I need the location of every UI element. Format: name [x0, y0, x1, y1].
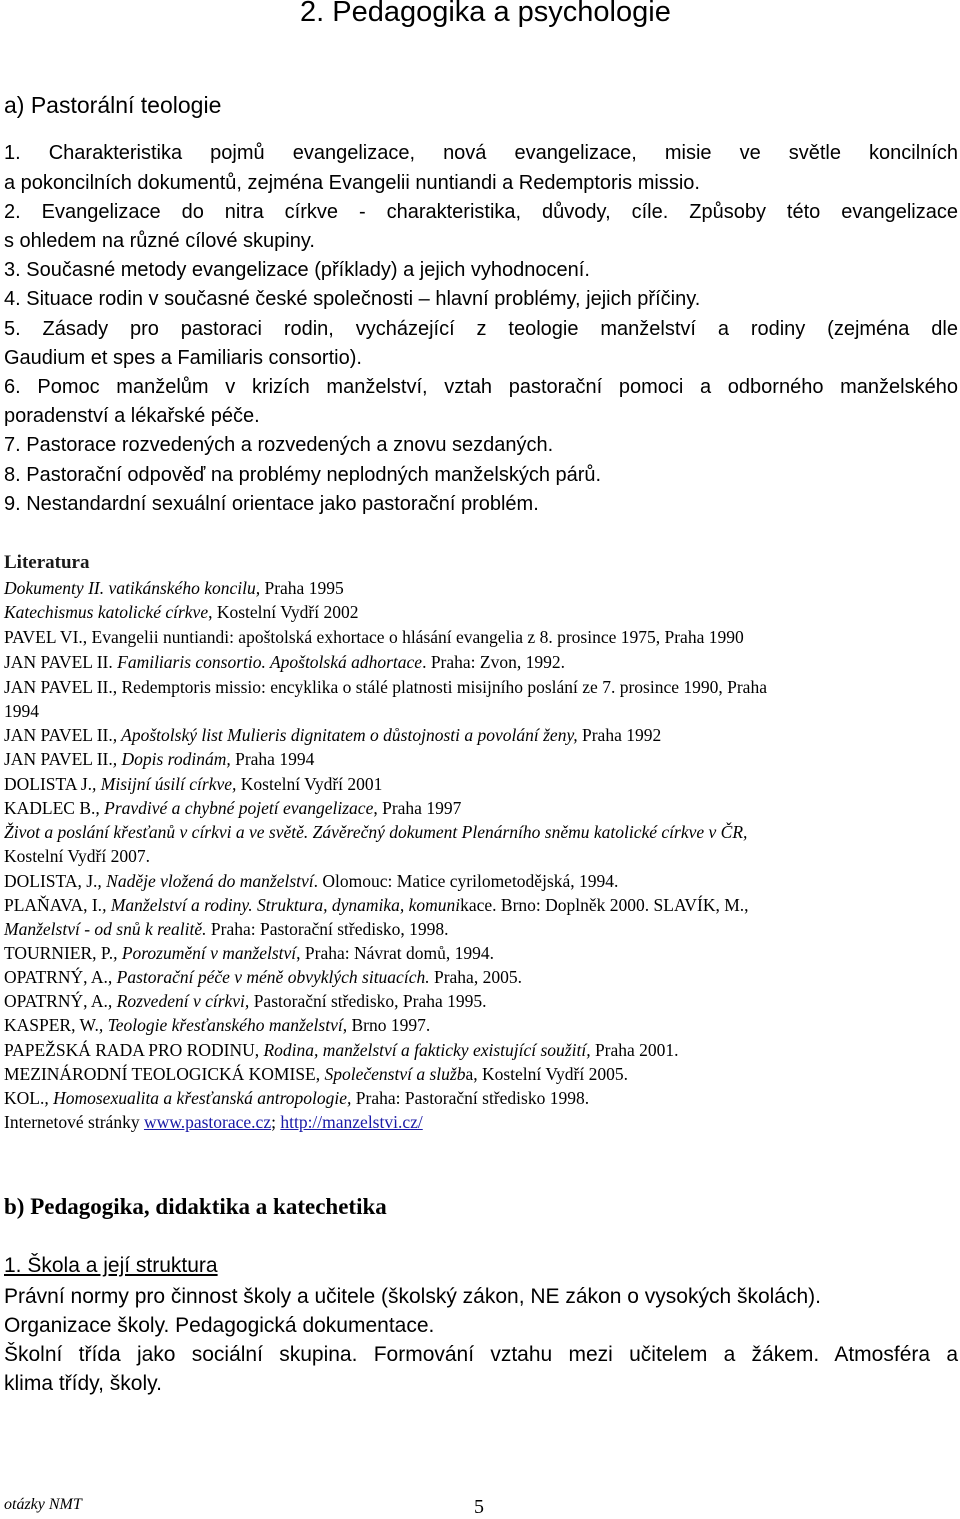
item-5-line-1: 5. Zásady pro pastoraci rodin, vycházející z teologie manželství a rodiny (zejména dle	[4, 318, 958, 340]
lit-entry: TOURNIER, P., Porozumění v manželství, Praha: Návrat domů, 1994.	[4, 943, 494, 963]
lit-entry: KASPER, W., Teologie křesťanského manželství, Brno 1997.	[4, 1015, 431, 1035]
section-b-paragraph-1: Právní normy pro činnost školy a učitele (školský zákon, NE zákon o vysokých školách).	[4, 1285, 821, 1308]
lit-entry: OPATRNÝ, A., Pastorační péče v méně obvyklých situacích. Praha, 2005.	[4, 967, 522, 987]
lit-entry: JAN PAVEL II., Redemptoris missio: encyklika o stálé platnosti misijního poslání ze 7. prosince 1990, Praha	[4, 677, 767, 697]
section-b-subheading: 1. Škola a její struktura	[4, 1254, 218, 1277]
page-title: 2. Pedagogika a psychologie	[300, 0, 671, 28]
item-3: 3. Současné metody evangelizace (příklady) a jejich vyhodnocení.	[4, 259, 590, 281]
item-9: 9. Nestandardní sexuální orientace jako pastorační problém.	[4, 493, 539, 515]
item-2-line-2: s ohledem na různé cílové skupiny.	[4, 230, 315, 252]
item-2-line-1: 2. Evangelizace do nitra církve - charakteristika, důvody, cíle. Způsoby této evangelizace	[4, 201, 958, 223]
section-b-paragraph-3-line-2: klima třídy, školy.	[4, 1372, 162, 1395]
lit-entry-cont: 1994	[4, 701, 39, 721]
pastorace-link[interactable]: www.pastorace.cz	[143, 1112, 272, 1132]
lit-entry-cont: Kostelní Vydří 2007.	[4, 846, 150, 866]
lit-entry-links: Internetové stránky www.pastorace.cz; http://manzelstvi.cz/	[4, 1112, 423, 1132]
section-b-paragraph-3-line-1: Školní třída jako sociální skupina. Formování vztahu mezi učitelem a žákem. Atmosféra a	[4, 1343, 958, 1366]
item-8: 8. Pastorační odpověď na problémy neplodných manželských párů.	[4, 464, 602, 486]
lit-entry: KADLEC B., Pravdivé a chybné pojetí evangelizace, Praha 1997	[4, 798, 462, 818]
lit-entry: JAN PAVEL II., Dopis rodinám, Praha 1994	[4, 749, 315, 769]
lit-entry: Katechismus katolické církve, Kostelní Vydří 2002	[4, 602, 359, 622]
lit-entry: PLAŇAVA, I., Manželství a rodiny. Struktura, dynamika, komunikace. Brno: Doplněk 2000. SLAVÍK, M.,	[4, 895, 749, 915]
lit-entry: JAN PAVEL II. Familiaris consortio. Apoštolská adhortace. Praha: Zvon, 1992.	[4, 652, 565, 672]
page-number: 5	[474, 1496, 484, 1518]
lit-entry: DOLISTA J., Misijní úsilí církve, Kostelní Vydří 2001	[4, 774, 383, 794]
item-1-line-2: a pokoncilních dokumentů, zejména Evangelii nuntiandi a Redemptoris missio.	[4, 172, 700, 194]
lit-entry: PAPEŽSKÁ RADA PRO RODINU, Rodina, manželství a fakticky existující soužití, Praha 2001.	[4, 1040, 679, 1060]
section-b-paragraph-2: Organizace školy. Pedagogická dokumentace.	[4, 1314, 435, 1337]
lit-entry: MEZINÁRODNÍ TEOLOGICKÁ KOMISE, Společenství a služba, Kostelní Vydří 2005.	[4, 1064, 628, 1084]
item-5-line-2: Gaudium et spes a Familiaris consortio).	[4, 347, 362, 369]
lit-entry: DOLISTA, J., Naděje vložená do manželství. Olomouc: Matice cyrilometodějská, 1994.	[4, 871, 619, 891]
lit-entry: PAVEL VI., Evangelii nuntiandi: apoštolská exhortace o hlásání evangelia z 8. prosince 1975, Praha 1990	[4, 627, 744, 647]
item-1-line-1: 1. Charakteristika pojmů evangelizace, nová evangelizace, misie ve světle koncilních	[4, 142, 958, 164]
footer-label: otázky NMT	[4, 1496, 82, 1513]
item-6-line-1: 6. Pomoc manželům v krizích manželství, vztah pastorační pomoci a odborného manželského	[4, 376, 958, 398]
lit-entry: OPATRNÝ, A., Rozvedení v církvi, Pastorační středisko, Praha 1995.	[4, 991, 487, 1011]
lit-entry: Život a poslání křesťanů v církvi a ve světě. Závěrečný dokument Plenárního sněmu katolické církve v ČR,	[4, 822, 748, 842]
lit-entry-cont: Manželství - od snů k realitě. Praha: Pastorační středisko, 1998.	[4, 919, 449, 939]
manzelstvi-link[interactable]: http://manzelstvi.cz/	[280, 1112, 423, 1132]
section-b-heading: b) Pedagogika, didaktika a katechetika	[4, 1194, 387, 1219]
item-7: 7. Pastorace rozvedených a rozvedených a znovu sezdaných.	[4, 434, 554, 456]
item-4: 4. Situace rodin v současné české společnosti – hlavní problémy, jejich příčiny.	[4, 288, 701, 310]
section-a-heading: a) Pastorální teologie	[4, 92, 222, 118]
lit-entry: Dokumenty II. vatikánského koncilu, Praha 1995	[4, 578, 344, 598]
lit-entry: JAN PAVEL II., Apoštolský list Mulieris dignitatem o důstojnosti a povolání ženy, Praha 1992	[4, 725, 662, 745]
literature-heading: Literatura	[4, 552, 90, 573]
item-6-line-2: poradenství a lékařské péče.	[4, 405, 260, 427]
lit-entry: KOL., Homosexualita a křesťanská antropologie, Praha: Pastorační středisko 1998.	[4, 1088, 590, 1108]
